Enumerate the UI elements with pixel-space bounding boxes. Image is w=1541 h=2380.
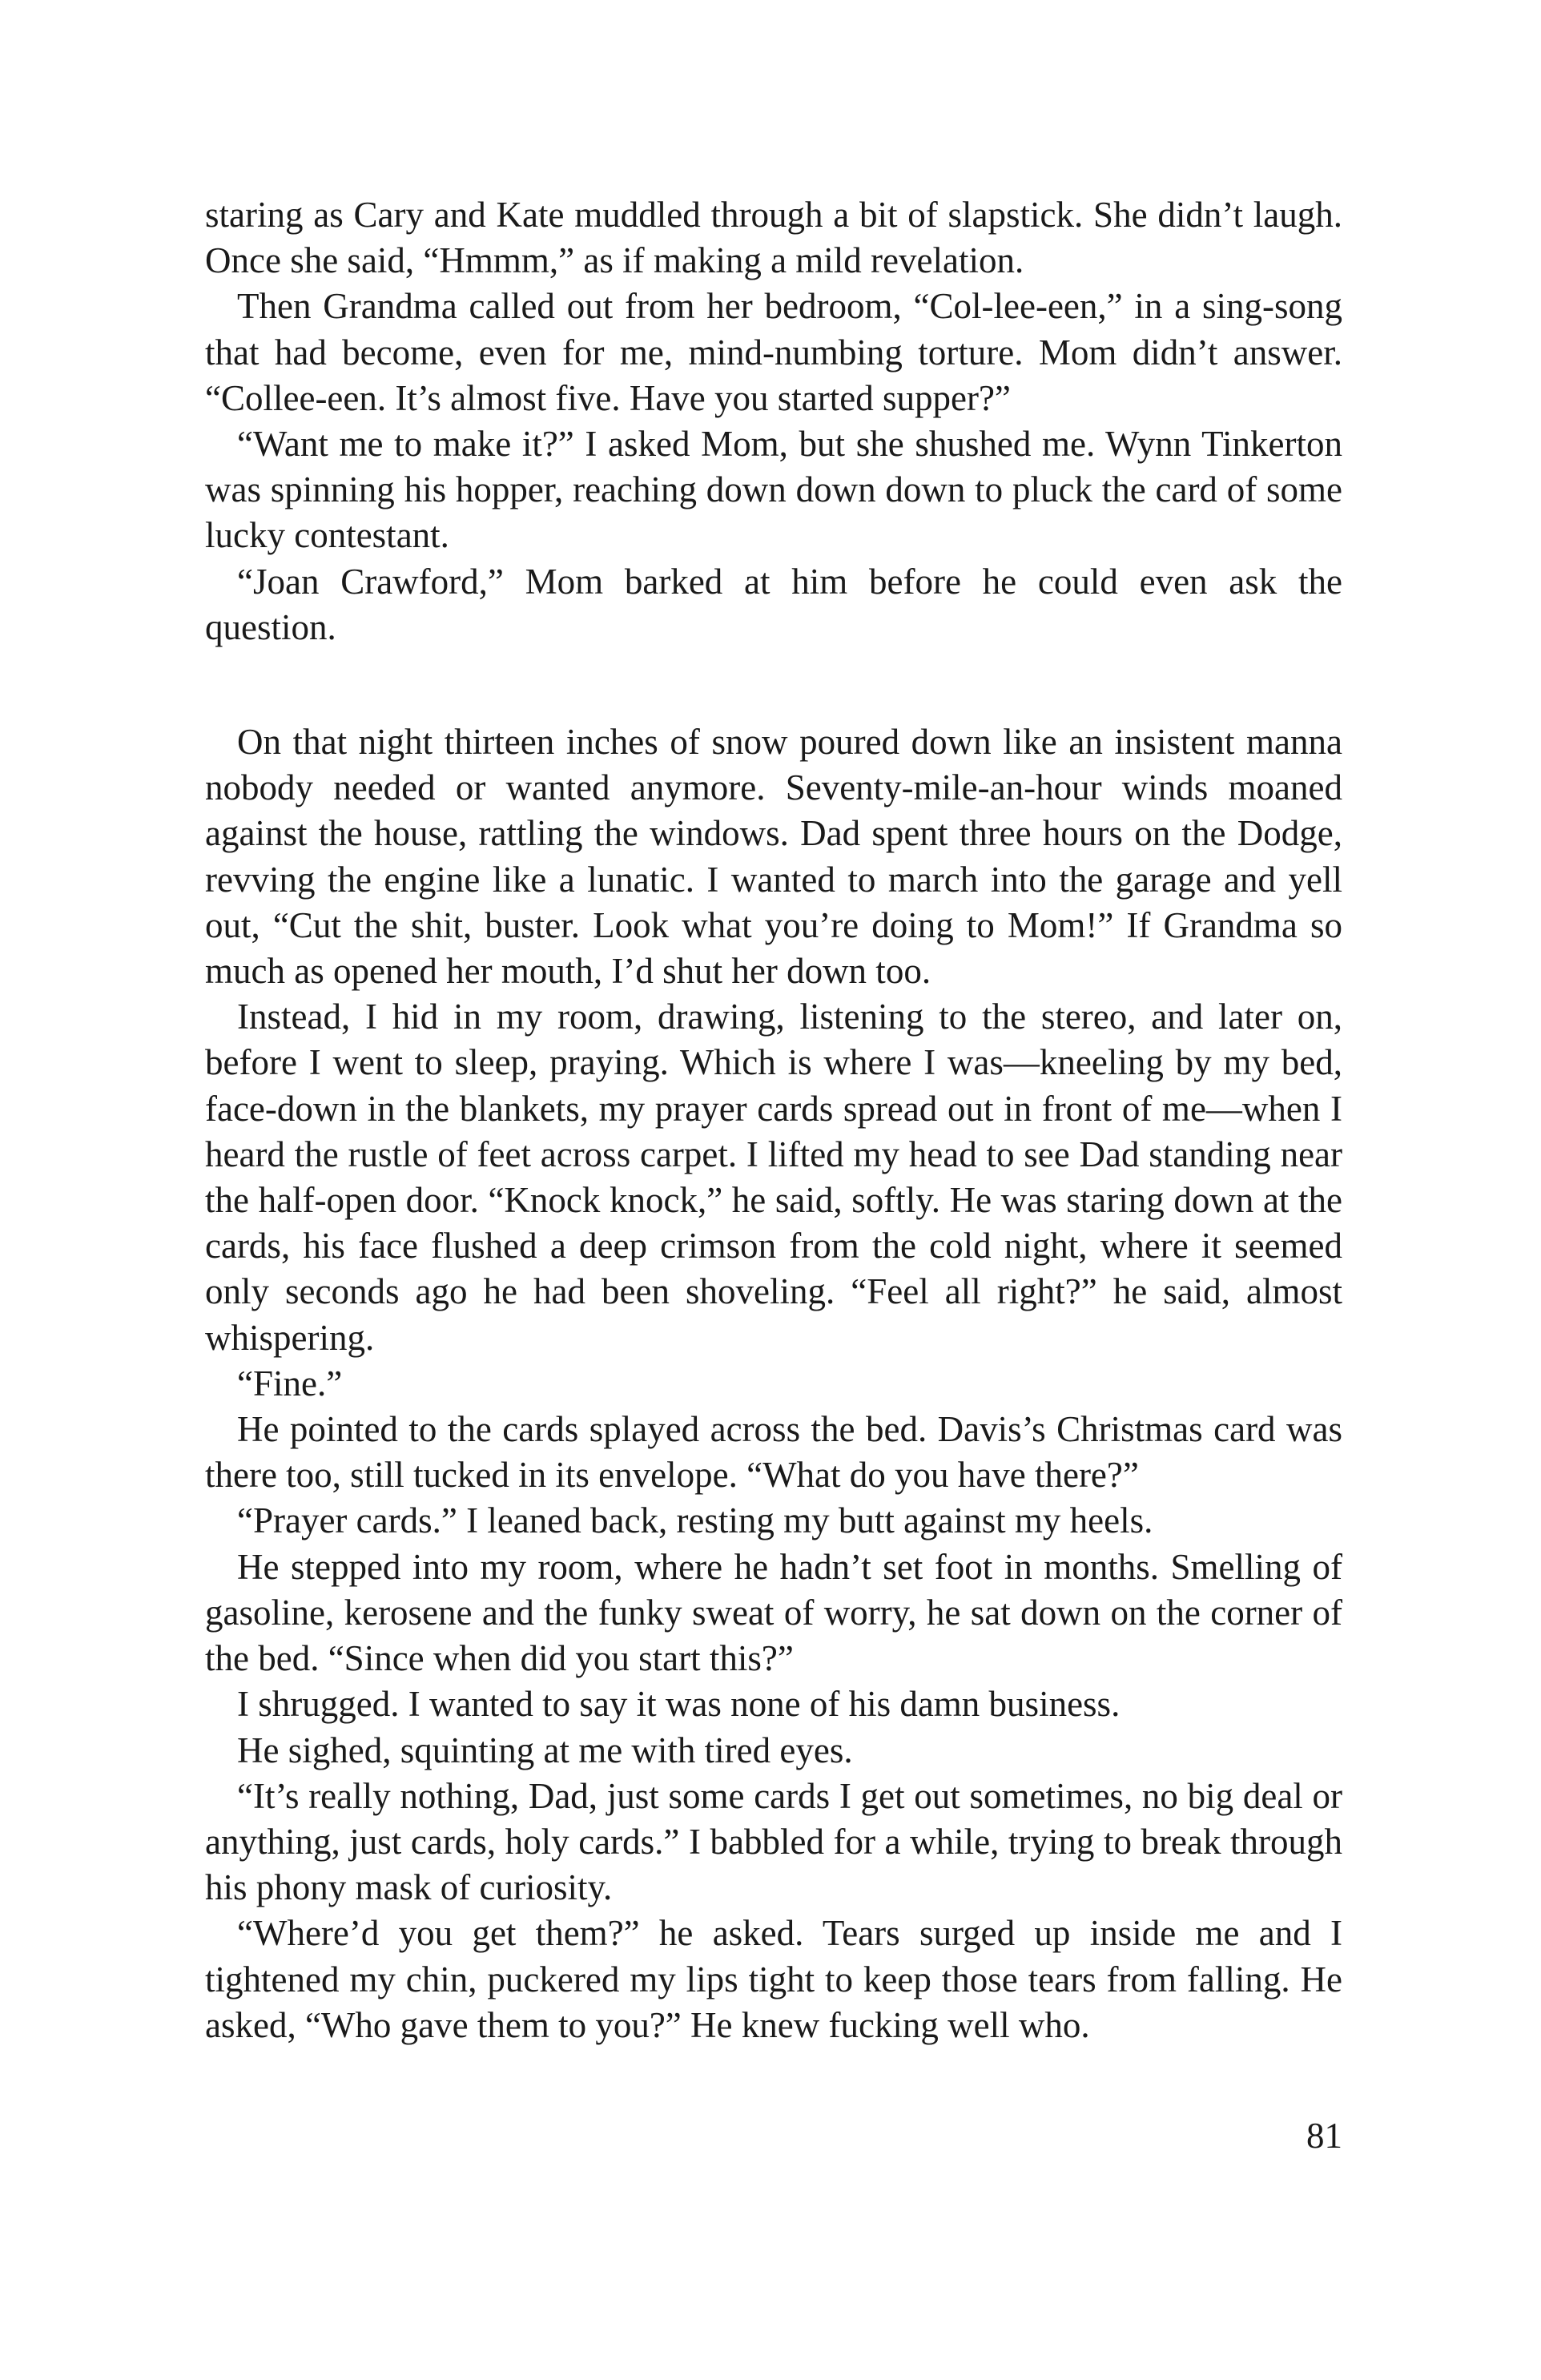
section-break — [205, 650, 1342, 719]
paragraph: staring as Cary and Kate muddled through a bit of slapstick. She didn’t laugh. Once she said, “Hmmm,” as if making a mild revelation. — [205, 195, 1342, 281]
paragraph: He pointed to the cards splayed across the bed. Davis’s Christmas card was there too, still tucked in its envelope. “What do you have there?” — [205, 1409, 1342, 1496]
paragraph: “Fine.” — [237, 1363, 343, 1403]
paragraph: “Where’d you get them?” he asked. Tears surged up inside me and I tightened my chin, puckered my lips tight to keep those tears from falling. He asked, “Who gave them to you?” He knew fucking well who. — [205, 1913, 1342, 2045]
paragraph: I shrugged. I wanted to say it was none of his damn business. — [237, 1684, 1121, 1725]
paragraph: He stepped into my room, where he hadn’t set foot in months. Smelling of gasoline, kerosene and the funky sweat of worry, he sat down on the corner of the bed. “Since when did you start this?” — [205, 1546, 1342, 1679]
page-number: 81 — [1306, 2116, 1342, 2156]
page-body — [205, 192, 1342, 2048]
paragraph: Then Grandma called out from her bedroom, “Col-lee-een,” in a sing-song that had become, even for me, mind-numbing torture. Mom didn’t answer. “Collee-een. It’s almost five. Have you started supper?” — [205, 286, 1342, 418]
paragraph: “Joan Crawford,” Mom barked at him before he could even ask the question. — [205, 561, 1342, 647]
paragraph: Instead, I hid in my room, drawing, listening to the stereo, and later on, before I went to sleep, praying. Which is where I was—kneeling by my bed, face-down in the blankets, my prayer cards spread out in front of me—when I heard the rustle of feet across carpet. I lifted my head to see Dad standing near the half-open door. “Knock knock,” he said, softly. He was staring down at the cards, his face flushed a deep crimson from the cold night, where it seemed only seconds ago he had been shoveling. “Feel all right?” he said, almost whispering. — [205, 997, 1342, 1358]
paragraph: “It’s really nothing, Dad, just some cards I get out sometimes, no big deal or anything, just cards, holy cards.” I babbled for a while, trying to break through his phony mask of curiosity. — [205, 1775, 1342, 1908]
paragraph: On that night thirteen inches of snow poured down like an insistent manna nobody needed or wanted anymore. Seventy-mile-an-hour winds moaned against the house, rattling the windows. Dad spent three hours on the Dodge, revving the engine like a lunatic. I wanted to march into the garage and yell out, “Cut the shit, buster. Look what you’re doing to Mom!” If Grandma so much as opened her mouth, I’d shut her down too. — [205, 722, 1342, 992]
paragraph: “Prayer cards.” I leaned back, resting my butt against my heels. — [237, 1500, 1153, 1541]
paragraph: He sighed, squinting at me with tired eyes. — [237, 1730, 853, 1770]
paragraph: “Want me to make it?” I asked Mom, but she shushed me. Wynn Tinkerton was spinning his hopper, reaching down down down to pluck the card of some lucky contestant. — [205, 424, 1342, 556]
